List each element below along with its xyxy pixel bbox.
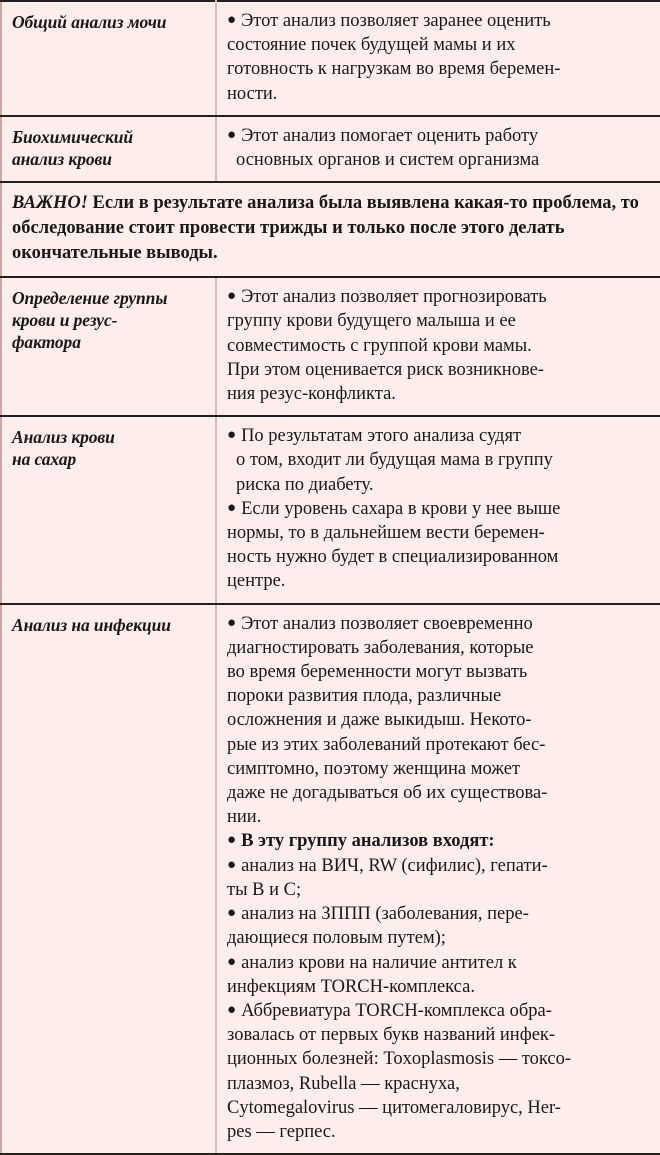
description-text: [217, 417, 660, 602]
bullet-icon: ●: [227, 905, 237, 922]
paragraph-line: центре.: [227, 571, 286, 592]
paragraph-line: Этот анализ позволяет прогнозировать: [241, 287, 547, 308]
paragraph-line: Аббревиатура TORCH-комплекса обра-: [241, 1000, 552, 1021]
note-line: [12, 191, 650, 266]
paragraph-line: В эту группу анализов входят:: [241, 831, 495, 852]
paragraph-line: ния резус-конфликта.: [227, 384, 396, 405]
paragraph-line: диагностировать заболевания, которые: [227, 637, 534, 658]
term-text: Общий анализ мочи: [12, 12, 167, 32]
table-row: [1, 604, 660, 1154]
bullet-paragraph: [227, 612, 650, 830]
term-text-line: крови и резус-: [12, 310, 118, 331]
bullet-paragraph: [227, 424, 650, 497]
bullet-icon: ●: [227, 953, 237, 970]
term-label: [2, 417, 215, 480]
paragraph-line: инфекциям TORCH-комплекса.: [227, 976, 475, 997]
paragraph-line: риска по диабету.: [236, 474, 374, 495]
paragraph-line: pes — герпес.: [227, 1121, 336, 1142]
paragraph-line: При этом оценивается риск возникнове-: [227, 359, 544, 380]
paragraph-line: ности.: [227, 83, 278, 104]
bullet-paragraph: [227, 124, 650, 172]
term-cell: [1, 1, 216, 116]
paragraph-line: о том, входит ли будущая мама в группу: [236, 450, 553, 471]
paragraph-line: Этот анализ позволяет заранее оценить: [241, 11, 551, 31]
paragraph-line: пороки развития плода, различные: [227, 686, 502, 707]
paragraph-line: дающиеся половым путем);: [227, 928, 446, 949]
paragraph-line: нии.: [227, 807, 262, 828]
term-label: [2, 117, 215, 180]
term-cell: [1, 416, 216, 603]
paragraph-line: Если уровень сахара в крови у нее выше: [241, 498, 561, 519]
paragraph-line: основных органов и систем организма: [236, 150, 540, 171]
term-text-line: фактора: [12, 332, 81, 353]
bullet-icon: ●: [227, 1001, 237, 1018]
paragraph-line: даже не догадываться об их существова-: [227, 783, 548, 804]
paragraph-line: нормы, то в дальнейшем вести беремен-: [227, 523, 545, 544]
paragraph-line: осложнения и даже выкидыш. Некото-: [227, 710, 532, 731]
paragraph-line: анализ на ЗППП (заболевания, пере-: [241, 904, 529, 925]
description-cell: [216, 1, 660, 116]
paragraph-line: ты В и С;: [227, 879, 302, 900]
term-label: [2, 2, 215, 43]
paragraph-line: совместимость с группой крови мамы.: [227, 335, 532, 356]
paragraph-line: ность нужно будет в специализированном: [227, 547, 559, 568]
description-text: [217, 278, 660, 415]
description-cell: [216, 416, 660, 603]
bullet-icon: ●: [227, 614, 237, 631]
description-cell: [216, 277, 660, 416]
bullet-icon: ●: [227, 427, 237, 444]
table-row: [1, 277, 660, 416]
bullet-paragraph: [227, 999, 650, 1144]
bullet-icon: ●: [227, 856, 237, 873]
paragraph-line: во время беременности могут вызвать: [227, 662, 528, 683]
description-cell: [216, 604, 660, 1154]
table-row: [1, 416, 660, 603]
paragraph-line: плазмоз, Rubella — краснуха,: [227, 1073, 460, 1094]
paragraph-line: По результатам этого анализа судят: [241, 426, 522, 447]
note-cell: [1, 182, 660, 277]
note-body: Если в результате анализа была выявлена какая-то проблема, то обследование стоит провести трижды и только после этого делать окончательные выводы.: [12, 193, 639, 264]
term-text-line: анализ крови: [12, 148, 112, 169]
table-row-note: [1, 182, 660, 277]
description-cell: [216, 116, 660, 182]
paragraph-line: группу крови будущего малыша и ее: [227, 311, 516, 332]
paragraph-line: симптомно, поэтому женщина может: [227, 758, 521, 779]
paragraph-line: готовность к нагрузкам во время беремен-: [227, 59, 561, 80]
bullet-paragraph-bold: [227, 829, 650, 853]
description-text: [217, 117, 660, 181]
paragraph-line: зовалась от первых букв названий инфек-: [227, 1025, 556, 1046]
bullet-icon: ●: [227, 832, 237, 849]
paragraph-line: рые из этих заболеваний протекают бес-: [227, 734, 546, 755]
paragraph-line: анализ на ВИЧ, RW (сифилис), гепати-: [241, 855, 548, 876]
note-lead: ВАЖНО!: [12, 193, 88, 214]
paragraph-line: Cytomegalovirus — цитомегаловирус, Her-: [227, 1097, 561, 1118]
description-text: [217, 605, 660, 1153]
term-text-line: Анализ крови: [12, 427, 115, 448]
description-text: [217, 2, 660, 115]
table-body: [1, 1, 660, 1154]
table-row: [1, 116, 660, 182]
term-cell: [1, 604, 216, 1154]
term-label: [2, 278, 215, 363]
bullet-paragraph: [227, 9, 650, 106]
term-text-line: Биохимический: [12, 126, 133, 147]
paragraph-line: Этот анализ помогает оценить работу: [241, 125, 539, 146]
bullet-paragraph: [227, 951, 650, 999]
term-cell: [1, 116, 216, 182]
paragraph-line: состояние почек будущей мамы и их: [227, 35, 516, 56]
bullet-paragraph: [227, 285, 650, 406]
bullet-icon: ●: [227, 126, 237, 143]
bullet-icon: ●: [227, 288, 237, 305]
important-note: [2, 183, 660, 276]
term-text-line: на сахар: [12, 449, 77, 470]
bullet-icon: ●: [227, 499, 237, 516]
paragraph-line: анализ крови на наличие антител к: [241, 952, 517, 973]
term-text-line: Анализ на инфекции: [12, 614, 171, 635]
bullet-paragraph: [227, 902, 650, 950]
bullet-icon: ●: [227, 12, 237, 28]
bullet-paragraph: [227, 854, 650, 902]
table-row: [1, 1, 660, 116]
term-label: [2, 605, 215, 646]
paragraph-line: Этот анализ позволяет своевременно: [241, 613, 533, 634]
bullet-paragraph: [227, 497, 650, 594]
paragraph-line: ционных болезней: Toxoplasmosis — токсо-: [227, 1049, 572, 1070]
term-cell: [1, 277, 216, 416]
term-text-line: Определение группы: [12, 288, 168, 309]
